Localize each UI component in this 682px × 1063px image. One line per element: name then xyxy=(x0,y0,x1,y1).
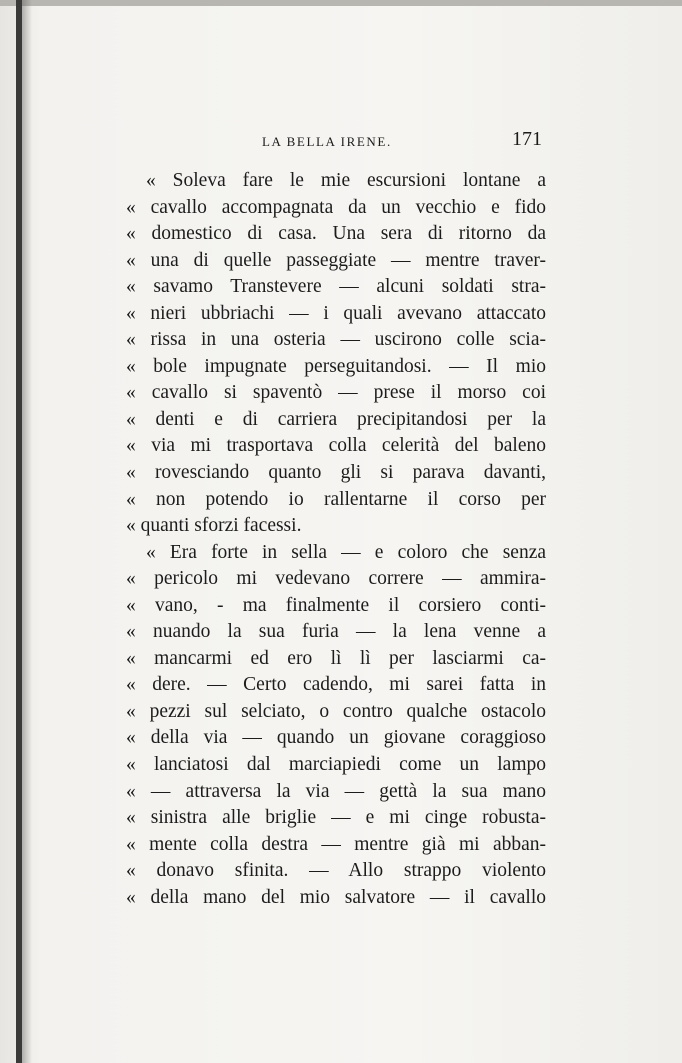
text-line: « mancarmi ed ero lì lì per lasciarmi ca- xyxy=(126,647,546,669)
text-line: « della via — quando un giovane coraggioso xyxy=(126,727,546,749)
text-line: « pezzi sul selciato, o contro qualche ostacolo xyxy=(126,700,546,722)
text-line: « pericolo mi vedevano correre — ammira- xyxy=(126,568,546,590)
page-number: 171 xyxy=(512,128,542,150)
text-line: « vano, - ma finalmente il corsiero conti- xyxy=(126,594,546,616)
text-line: « sinistra alle briglie — e mi cinge robusta- xyxy=(126,807,546,829)
text-line: « non potendo io rallentarne il corso per xyxy=(126,488,546,510)
text-line: « nuando la sua furia — la lena venne a xyxy=(126,621,546,643)
text-line: « — attraversa la via — gettà la sua mano xyxy=(126,780,546,802)
text-line: « via mi trasportava colla celerità del baleno xyxy=(126,435,546,457)
text-line: « savamo Transtevere — alcuni soldati stra- xyxy=(126,276,546,298)
text-line: « Era forte in sella — e coloro che senza xyxy=(146,541,546,563)
text-line: « cavallo si spaventò — prese il morso coi xyxy=(126,382,546,404)
text-line: « della mano del mio salvatore — il cavallo xyxy=(126,886,546,908)
text-line: « Soleva fare le mie escursioni lontane a xyxy=(146,170,546,191)
text-line: « domestico di casa. Una sera di ritorno da xyxy=(126,223,546,245)
text-line: « dere. — Certo cadendo, mi sarei fatta in xyxy=(126,674,546,696)
page-top-edge xyxy=(0,0,682,6)
running-header xyxy=(262,128,542,158)
running-title: LA BELLA IRENE. xyxy=(262,134,392,149)
text-line: « una di quelle passeggiate — mentre traver- xyxy=(126,249,546,271)
text-line: « bole impugnate perseguitandosi. — Il mio xyxy=(126,355,546,377)
text-line: « rovesciando quanto gli si parava davanti, xyxy=(126,462,546,484)
text-line: « cavallo accompagnata da un vecchio e fido xyxy=(126,196,546,218)
text-line: « quanti sforzi facessi. xyxy=(126,515,302,537)
text-line: « lanciatosi dal marciapiedi come un lampo xyxy=(126,754,546,776)
body-text xyxy=(126,168,546,911)
text-line: « donavo sfinita. — Allo strappo violento xyxy=(126,860,546,882)
text-line: « denti e di carriera precipitandosi per la xyxy=(126,408,546,430)
text-line: « nieri ubbriachi — i quali avevano attaccato xyxy=(126,302,546,324)
text-line: « rissa in una osteria — uscirono colle scia- xyxy=(126,329,546,351)
binding-shadow xyxy=(22,0,32,1063)
text-line: « mente colla destra — mentre già mi abban- xyxy=(126,833,546,855)
